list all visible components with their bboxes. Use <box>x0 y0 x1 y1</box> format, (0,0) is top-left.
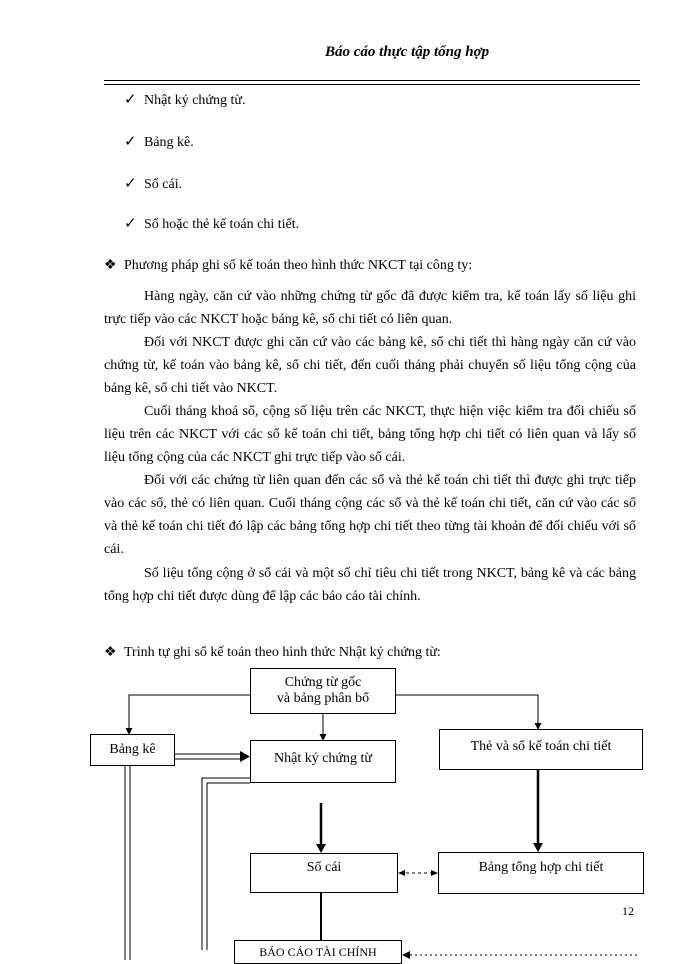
paragraph: Số liệu tổng cộng ở sổ cái và một số chỉ tiêu chi tiết trong NKCT, bảng kê và các bảng tổng hợp chi tiết được dùng để lập các báo cáo tài chính. <box>104 566 636 604</box>
check-icon: ✓ <box>124 176 137 192</box>
diamond-bullet-icon: ❖ <box>104 645 117 660</box>
box-bang-ke: Bảng kê <box>90 734 175 766</box>
page-number: 12 <box>622 904 634 918</box>
running-header: Báo cáo thực tập tổng hợp <box>325 44 490 60</box>
arrow-source-to-theso <box>396 695 538 729</box>
arrow-bangke-to-nkct <box>240 751 250 762</box>
paragraph: Cuối tháng khoá sổ, cộng số liệu trên các NKCT, thực hiện việc kiểm tra đối chiếu số liệu trên các NKCT với các sổ kế toán chi tiết, bảng tổng hợp chi tiết có liên quan và lấy số liệu tổng cộng của các NKCT ghi trực tiếp vào sổ cái. <box>104 404 636 465</box>
list-item: ✓ Nhật ký chứng từ. <box>124 92 246 108</box>
paragraph: Hàng ngày, căn cứ vào những chứng từ gốc đã được kiểm tra, kế toán lấy số liệu ghi trực tiếp vào các NKCT hoặc bảng kê, sổ chi tiết có liên quan. <box>104 289 636 327</box>
list-item: ✓ Sổ cái. <box>124 176 183 192</box>
box-bao-cao-tai-chinh: BÁO CÁO TÀI CHÍNH <box>234 940 402 964</box>
paragraph: Đối với các chứng từ liên quan đến các sổ và thẻ kế toán chi tiết thì được ghi trực tiếp vào các sổ, thẻ có liên quan. Cuối tháng cộng các sổ và thẻ kế toán chi tiết, căn cứ vào các sổ và thẻ kế toán chi tiết đó lập các bảng tổng hợp chi tiết theo từng tài khoản để đối chiếu với sổ cái. <box>104 473 636 557</box>
check-icon: ✓ <box>124 134 137 150</box>
box-nhat-ky-chung-tu: Nhật ký chứng từ <box>250 740 396 783</box>
list-item: ✓ Sổ hoặc thẻ kế toán chi tiết. <box>124 216 300 232</box>
diamond-bullet-icon: ❖ <box>104 258 117 273</box>
box-the-va-so-chi-tiet: Thẻ và sổ kế toán chi tiết <box>439 729 643 770</box>
sequence-heading: ❖ Trình tự ghi sổ kế toán theo hình thức Nhật ký chứng từ: <box>104 645 441 660</box>
paragraph: Đối với NKCT được ghi căn cứ vào các bảng kê, sổ chi tiết thì hàng ngày căn cứ vào chứng từ, kế toán vào bảng kê, sổ chi tiết, đến cuối tháng phải chuyển số liệu tổng cộng của bảng kê, sổ chi tiết vào NKCT. <box>104 335 636 396</box>
method-heading: ❖ Phương pháp ghi sổ kế toán theo hình thức NKCT tại công ty: <box>104 258 473 273</box>
box-bang-tong-hop-chi-tiet: Bảng tổng hợp chi tiết <box>438 852 644 894</box>
check-icon: ✓ <box>124 92 137 108</box>
list-item: ✓ Bảng kê. <box>124 134 194 150</box>
box-so-cai: Sổ cái <box>250 853 398 893</box>
check-icon: ✓ <box>124 216 137 232</box>
arrow-source-to-bangke <box>129 695 250 734</box>
box-source-documents: Chứng từ gốc và bảng phân bổ <box>250 668 396 714</box>
